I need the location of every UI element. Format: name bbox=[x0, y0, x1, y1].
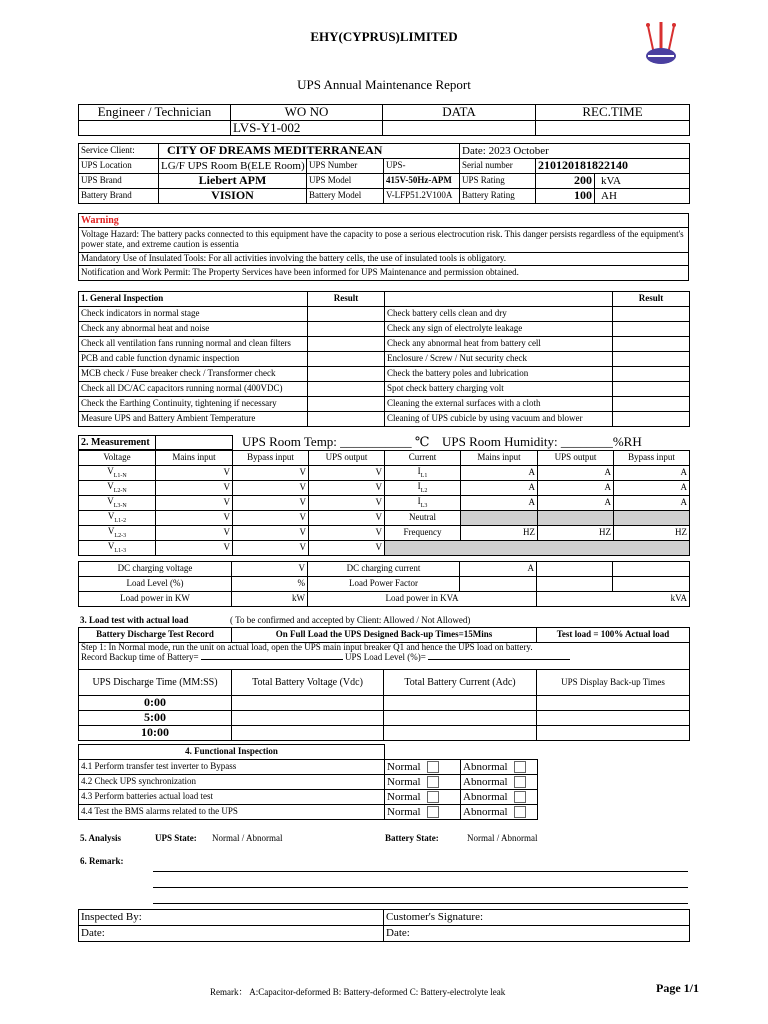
service-client-value: CITY OF DREAMS MEDITERRANEAN bbox=[159, 144, 460, 159]
inspection-result-left[interactable] bbox=[308, 352, 385, 367]
current-subscript: L3 bbox=[420, 502, 428, 509]
inspection-result-left[interactable] bbox=[308, 412, 385, 427]
remark-title: 6. Remark: bbox=[80, 856, 124, 866]
phase-symbol: V bbox=[107, 480, 114, 491]
measurement-value[interactable]: A bbox=[461, 466, 538, 481]
greyed-cell bbox=[538, 511, 614, 526]
battery-model-label: Battery Model bbox=[307, 189, 384, 204]
inspection-result-left[interactable] bbox=[308, 382, 385, 397]
phase-subscript: L2-N bbox=[113, 487, 127, 494]
inspection-result-right[interactable] bbox=[613, 307, 690, 322]
frequency-label: Frequency bbox=[385, 526, 461, 541]
normal-option bbox=[385, 805, 461, 820]
current-cell[interactable] bbox=[384, 696, 537, 711]
abnormal-option bbox=[461, 805, 538, 820]
phase-subscript: L3-N bbox=[113, 502, 127, 509]
measurement-value[interactable]: V bbox=[156, 496, 233, 511]
ups-number-label: UPS Number bbox=[307, 159, 384, 174]
measurement-header-table bbox=[78, 435, 233, 450]
inspection-result-right[interactable] bbox=[613, 382, 690, 397]
measurement-col-header: UPS output bbox=[309, 451, 385, 466]
functional-item: 4.3 Perform batteries actual load test bbox=[79, 790, 385, 805]
measurement-value[interactable]: V bbox=[309, 481, 385, 496]
ups-state-label: UPS State: bbox=[155, 833, 197, 843]
col-backup-times: UPS Display Back-up Times bbox=[537, 670, 690, 696]
top-header-table bbox=[78, 104, 690, 136]
time-row-1: 5:00 bbox=[79, 711, 232, 726]
inspection-item-right: Check the battery poles and lubrication bbox=[385, 367, 613, 382]
inspection-result-right[interactable] bbox=[613, 322, 690, 337]
phase-label bbox=[79, 466, 156, 481]
ups-number-value: UPS- bbox=[384, 159, 460, 174]
normal-option bbox=[385, 775, 461, 790]
abnormal-option bbox=[461, 760, 538, 775]
phase-subscript: L1-3 bbox=[114, 547, 127, 554]
measurement-value[interactable]: V bbox=[233, 481, 309, 496]
inspection-result-right[interactable] bbox=[613, 352, 690, 367]
current-label bbox=[385, 496, 461, 511]
remark-line-2[interactable] bbox=[153, 887, 688, 888]
time-row-2: 10:00 bbox=[79, 726, 232, 741]
dc-load-table bbox=[78, 561, 690, 607]
load-test-note: ( To be confirmed and accepted by Client: Allowed / Not Allowed) bbox=[230, 615, 471, 625]
result-header-left: Result bbox=[308, 292, 385, 307]
col-battery-voltage: Total Battery Voltage (Vdc) bbox=[232, 670, 384, 696]
inspection-item-left: PCB and cable function dynamic inspection bbox=[79, 352, 308, 367]
record-backup-field[interactable] bbox=[201, 659, 343, 660]
phase-label bbox=[79, 481, 156, 496]
normal-checkbox[interactable] bbox=[427, 806, 439, 818]
dc-blank-2 bbox=[613, 562, 690, 577]
abnormal-checkbox[interactable] bbox=[514, 791, 526, 803]
current-label bbox=[385, 466, 461, 481]
measurement-value[interactable]: V bbox=[156, 481, 233, 496]
inspection-item-right: Check any sign of electrolyte leakage bbox=[385, 322, 613, 337]
abnormal-checkbox[interactable] bbox=[514, 776, 526, 788]
test-load-label: Test load = 100% Actual load bbox=[537, 628, 690, 643]
inspection-item-left: Check any abnormal heat and noise bbox=[79, 322, 308, 337]
data-label: DATA bbox=[383, 105, 536, 121]
load-level-label: Load Level (%) bbox=[79, 577, 232, 592]
measurement-title: 2. Measurement bbox=[79, 436, 156, 450]
serial-number-value: 210120181822140 bbox=[536, 159, 690, 174]
inspection-result-right[interactable] bbox=[613, 412, 690, 427]
serial-number-label: Serial number bbox=[460, 159, 536, 174]
col-discharge-time: UPS Discharge Time (MM:SS) bbox=[79, 670, 232, 696]
record-backup-label: Record Backup time of Battery= bbox=[81, 651, 199, 662]
normal-checkbox[interactable] bbox=[427, 776, 439, 788]
date-left[interactable]: Date: bbox=[79, 926, 384, 942]
room-temp[interactable]: UPS Room Temp: ___________ ℃ bbox=[242, 434, 430, 449]
wo-label: WO NO bbox=[231, 105, 383, 121]
warning-line-tools: Mandatory Use of Insulated Tools: For all activities involving the battery cells, the use of insulated tools is obligatory. bbox=[79, 253, 689, 266]
backup-cell[interactable] bbox=[537, 726, 690, 741]
dc-blank-1 bbox=[537, 562, 613, 577]
measurement-col-header: Bypass input bbox=[233, 451, 309, 466]
page-number: Page 1/1 bbox=[656, 981, 699, 995]
room-humidity[interactable]: UPS Room Humidity: ________%RH bbox=[442, 434, 642, 449]
phase-label bbox=[79, 496, 156, 511]
current-cell[interactable] bbox=[384, 711, 537, 726]
inspection-item-left: Check the Earthing Continuity, tightening if necessary bbox=[79, 397, 308, 412]
abnormal-label: Abnormal bbox=[463, 775, 508, 788]
phase-symbol: V bbox=[107, 540, 115, 551]
ups-location-label: UPS Location bbox=[79, 159, 159, 174]
dc-voltage-label: DC charging voltage bbox=[79, 562, 232, 577]
current-symbol: I bbox=[417, 495, 421, 506]
abnormal-option bbox=[461, 775, 538, 790]
battery-rating-value: 100 bbox=[536, 189, 595, 204]
engineer-label: Engineer / Technician bbox=[79, 105, 231, 121]
company-name: EHY(CYPRUS)LIMITED bbox=[310, 29, 458, 44]
greyed-cell bbox=[614, 511, 690, 526]
functional-item: 4.4 Test the BMS alarms related to the UPS bbox=[79, 805, 385, 820]
current-subscript: L1 bbox=[420, 472, 428, 479]
load-kva-label: Load power in KVA bbox=[308, 592, 537, 607]
measurement-value[interactable]: A bbox=[614, 481, 690, 496]
load-test-title: 3. Load test with actual load bbox=[80, 615, 189, 625]
phase-subscript: L2-3 bbox=[114, 532, 127, 539]
measurement-value[interactable]: A bbox=[461, 481, 538, 496]
result-header-right: Result bbox=[613, 292, 690, 307]
battery-brand-value: VISION bbox=[159, 189, 307, 204]
blank-header bbox=[385, 292, 613, 307]
signoff-table bbox=[78, 909, 690, 942]
ups-rating-label: UPS Rating bbox=[460, 174, 536, 189]
inspection-result-right[interactable] bbox=[613, 367, 690, 382]
functional-title: 4. Functional Inspection bbox=[79, 745, 385, 760]
measurement-value[interactable]: A bbox=[614, 466, 690, 481]
normal-label: Normal bbox=[387, 805, 421, 818]
measurement-value[interactable]: V bbox=[309, 541, 385, 556]
phase-symbol: V bbox=[107, 510, 115, 521]
service-client-label: Service Client: bbox=[79, 144, 159, 159]
measurement-value[interactable]: A bbox=[538, 481, 614, 496]
measurement-value[interactable]: A bbox=[461, 496, 538, 511]
measurement-blank bbox=[156, 436, 233, 450]
battery-model-value: V-LFP51.2V100A bbox=[384, 189, 460, 204]
functional-item: 4.1 Perform transfer test inverter to Bypass bbox=[79, 760, 385, 775]
phase-label bbox=[79, 541, 156, 556]
ups-location-value: LG/F UPS Room B(ELE Room) bbox=[159, 159, 307, 174]
load-test-table bbox=[78, 627, 690, 741]
report-date: Date: 2023 October bbox=[460, 144, 690, 159]
current-symbol: I bbox=[417, 465, 421, 476]
measurement-value[interactable]: V bbox=[309, 526, 385, 541]
engineer-value[interactable] bbox=[79, 121, 231, 136]
abnormal-label: Abnormal bbox=[463, 790, 508, 803]
ups-model-label: UPS Model bbox=[307, 174, 384, 189]
inspection-item-left: Measure UPS and Battery Ambient Temperature bbox=[79, 412, 308, 427]
data-value[interactable] bbox=[383, 121, 536, 136]
ups-load-level-label: UPS Load Level (%)= bbox=[345, 651, 426, 662]
measurement-col-header: Mains input bbox=[156, 451, 233, 466]
current-subscript: L2 bbox=[420, 487, 428, 494]
phase-subscript: L1-N bbox=[113, 472, 127, 479]
customer-signature[interactable]: Customer's Signature: bbox=[384, 910, 690, 926]
measurement-value[interactable]: HZ bbox=[538, 526, 614, 541]
neutral-label: Neutral bbox=[385, 511, 461, 526]
inspection-result-left[interactable] bbox=[308, 367, 385, 382]
battery-rating-unit: AH bbox=[595, 189, 690, 204]
measurement-value[interactable]: V bbox=[233, 541, 309, 556]
battery-discharge-record-label: Battery Discharge Test Record bbox=[79, 628, 232, 643]
measurement-value[interactable]: V bbox=[233, 526, 309, 541]
functional-item: 4.2 Check UPS synchronization bbox=[79, 775, 385, 790]
greyed-cell bbox=[461, 511, 538, 526]
greyed-cell bbox=[385, 541, 690, 556]
backup-cell[interactable] bbox=[537, 711, 690, 726]
inspection-result-left[interactable] bbox=[308, 337, 385, 352]
normal-label: Normal bbox=[387, 760, 421, 773]
wo-value: LVS-Y1-002 bbox=[231, 121, 383, 136]
measurement-value[interactable]: V bbox=[309, 496, 385, 511]
load-kw-label: Load power in KW bbox=[79, 592, 232, 607]
voltage-cell[interactable] bbox=[232, 696, 384, 711]
normal-label: Normal bbox=[387, 790, 421, 803]
inspection-item-right: Check battery cells clean and dry bbox=[385, 307, 613, 322]
battery-state-label: Battery State: bbox=[385, 833, 439, 843]
measurement-col-header: UPS output bbox=[538, 451, 614, 466]
inspection-item-left: Check all DC/AC capacitors running normal (400VDC) bbox=[79, 382, 308, 397]
measurement-value[interactable]: V bbox=[156, 466, 233, 481]
rec-time-value[interactable] bbox=[536, 121, 690, 136]
abnormal-label: Abnormal bbox=[463, 760, 508, 773]
normal-label: Normal bbox=[387, 775, 421, 788]
col-battery-current: Total Battery Current (Adc) bbox=[384, 670, 537, 696]
inspection-item-left: MCB check / Fuse breaker check / Transformer check bbox=[79, 367, 308, 382]
inspection-item-right: Enclosure / Screw / Nut security check bbox=[385, 352, 613, 367]
load-level-unit[interactable]: % bbox=[232, 577, 308, 592]
inspection-item-right: Cleaning the external surfaces with a cloth bbox=[385, 397, 613, 412]
inspection-item-left: Check all ventilation fans running normal and clean filters bbox=[79, 337, 308, 352]
phase-label bbox=[79, 526, 156, 541]
measurement-value[interactable]: V bbox=[233, 496, 309, 511]
inspected-by[interactable]: Inspected By: bbox=[79, 910, 384, 926]
measurement-value[interactable]: V bbox=[309, 511, 385, 526]
inspection-item-left: Check indicators in normal stage bbox=[79, 307, 308, 322]
measurement-value[interactable]: V bbox=[309, 466, 385, 481]
measurement-table bbox=[78, 450, 690, 556]
abnormal-label: Abnormal bbox=[463, 805, 508, 818]
ups-rating-value: 200 bbox=[536, 174, 595, 189]
phase-subscript: L1-2 bbox=[114, 517, 127, 524]
step-1-text: Step 1: In Normal mode, run the unit on actual load, open the UPS main input breaker Q1 and hence the UPS load on battery. bbox=[81, 642, 533, 652]
measurement-value[interactable]: HZ bbox=[614, 526, 690, 541]
remark-line-1[interactable] bbox=[153, 871, 688, 872]
measurement-col-header: Mains input bbox=[461, 451, 538, 466]
dc-blank-3 bbox=[537, 577, 613, 592]
phase-symbol: V bbox=[107, 495, 114, 506]
battery-rating-label: Battery Rating bbox=[460, 189, 536, 204]
general-inspection-title: 1. General Inspection bbox=[79, 292, 308, 307]
battery-state-options[interactable]: Normal / Abnormal bbox=[467, 833, 538, 843]
warning-line-permit: Notification and Work Permit: The Property Services have been informed for UPS Maintenance and permission obtained. bbox=[79, 266, 689, 281]
date-right[interactable]: Date: bbox=[384, 926, 690, 942]
load-pf-value[interactable] bbox=[460, 577, 537, 592]
inspection-result-left[interactable] bbox=[308, 307, 385, 322]
ups-info-table bbox=[78, 143, 690, 204]
voltage-cell[interactable] bbox=[232, 726, 384, 741]
step-instructions bbox=[79, 643, 690, 670]
phase-symbol: V bbox=[107, 465, 114, 476]
normal-checkbox[interactable] bbox=[427, 791, 439, 803]
dc-voltage-unit[interactable]: V bbox=[232, 562, 308, 577]
func-head-blank bbox=[461, 745, 538, 760]
abnormal-option bbox=[461, 790, 538, 805]
measurement-value[interactable]: A bbox=[614, 496, 690, 511]
company-logo bbox=[640, 18, 682, 68]
load-kw-unit[interactable]: kW bbox=[232, 592, 308, 607]
measurement-col-header: Voltage bbox=[79, 451, 156, 466]
normal-checkbox[interactable] bbox=[427, 761, 439, 773]
dc-current-label: DC charging current bbox=[308, 562, 460, 577]
measurement-value[interactable]: A bbox=[538, 466, 614, 481]
inspection-result-left[interactable] bbox=[308, 322, 385, 337]
normal-option bbox=[385, 760, 461, 775]
current-label bbox=[385, 481, 461, 496]
current-symbol: I bbox=[417, 480, 421, 491]
warning-table bbox=[78, 213, 689, 281]
phase-symbol: V bbox=[107, 525, 115, 536]
inspection-item-right: Spot check battery charging volt bbox=[385, 382, 613, 397]
battery-brand-label: Battery Brand bbox=[79, 189, 159, 204]
dc-current-unit[interactable]: A bbox=[460, 562, 537, 577]
measurement-col-header: Bypass input bbox=[614, 451, 690, 466]
warning-line-voltage: Voltage Hazard: The battery packs connected to this equipment have the capacity to pose a serious electrocution risk. This danger persists regardless of the equipment's power state, and extreme caution is essentia bbox=[79, 228, 689, 253]
ups-load-level-field[interactable] bbox=[428, 659, 570, 660]
analysis-title: 5. Analysis bbox=[80, 833, 122, 843]
load-kva-unit[interactable]: kVA bbox=[537, 592, 690, 607]
measurement-value[interactable]: V bbox=[156, 526, 233, 541]
backup-cell[interactable] bbox=[537, 696, 690, 711]
abnormal-checkbox[interactable] bbox=[514, 806, 526, 818]
general-inspection-table bbox=[78, 291, 690, 427]
inspection-result-right[interactable] bbox=[613, 397, 690, 412]
abnormal-checkbox[interactable] bbox=[514, 761, 526, 773]
inspection-result-left[interactable] bbox=[308, 397, 385, 412]
footer-remark: Remark： A:Capacitor-deformed B: Battery-deformed C: Battery-electrolyte leak bbox=[210, 987, 506, 997]
load-pf-label: Load Power Factor bbox=[308, 577, 460, 592]
inspection-item-right: Cleaning of UPS cubicle by using vacuum and blower bbox=[385, 412, 613, 427]
measurement-value[interactable]: V bbox=[156, 511, 233, 526]
full-load-label: On Full Load the UPS Designed Back-up Times=15Mins bbox=[232, 628, 537, 643]
normal-option bbox=[385, 790, 461, 805]
time-row-0: 0:00 bbox=[79, 696, 232, 711]
measurement-value[interactable]: V bbox=[233, 466, 309, 481]
report-title: UPS Annual Maintenance Report bbox=[297, 77, 471, 92]
ups-brand-value: Liebert APM bbox=[159, 174, 307, 189]
current-cell[interactable] bbox=[384, 726, 537, 741]
functional-inspection-table bbox=[78, 744, 538, 820]
voltage-cell[interactable] bbox=[232, 711, 384, 726]
measurement-value[interactable]: HZ bbox=[461, 526, 538, 541]
func-head-blank bbox=[385, 745, 461, 760]
inspection-item-right: Check any abnormal heat from battery cell bbox=[385, 337, 613, 352]
remark-line-3[interactable] bbox=[153, 903, 688, 904]
ups-brand-label: UPS Brand bbox=[79, 174, 159, 189]
measurement-value[interactable]: A bbox=[538, 496, 614, 511]
ups-rating-unit: kVA bbox=[595, 174, 690, 189]
measurement-col-header: Current bbox=[385, 451, 461, 466]
rec-time-label: REC.TIME bbox=[536, 105, 690, 121]
ups-state-options[interactable]: Normal / Abnormal bbox=[212, 833, 283, 843]
ups-model-value: 415V-50Hz-APM bbox=[384, 174, 460, 189]
warning-title: Warning bbox=[79, 214, 689, 228]
phase-label bbox=[79, 511, 156, 526]
dc-blank-4 bbox=[613, 577, 690, 592]
measurement-value[interactable]: V bbox=[156, 541, 233, 556]
measurement-value[interactable]: V bbox=[233, 511, 309, 526]
inspection-result-right[interactable] bbox=[613, 337, 690, 352]
